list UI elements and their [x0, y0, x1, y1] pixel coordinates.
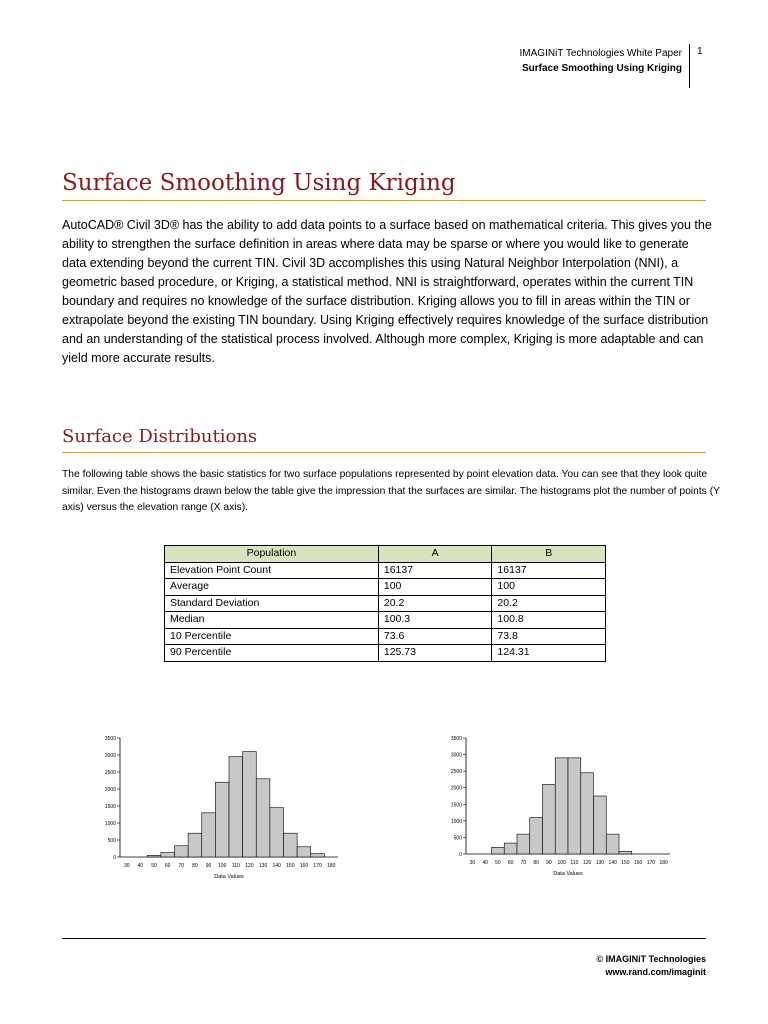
y-tick-label: 2500 [104, 770, 116, 776]
x-tick-label: 60 [164, 863, 171, 869]
x-axis-label: Data Values [553, 871, 583, 877]
page-title: Surface Smoothing Using Kriging [62, 170, 706, 201]
table-header-row [165, 546, 606, 563]
page-footer [597, 953, 706, 979]
table-header-cell: B [492, 546, 606, 563]
histogram-bar [147, 855, 161, 857]
x-tick-label: 100 [218, 863, 227, 869]
y-tick-label: 3000 [450, 752, 462, 759]
x-tick-label: 170 [646, 860, 656, 866]
table-row [165, 612, 606, 629]
y-tick-label: 3000 [104, 753, 116, 759]
x-tick-label: 90 [205, 863, 212, 869]
x-tick-label: 150 [621, 860, 630, 866]
footer-divider [62, 938, 706, 939]
y-tick-label: 1000 [104, 821, 116, 827]
header-title: Surface Smoothing Using Kriging [521, 63, 682, 74]
header-company: IMAGINiT Technologies White Paper [519, 48, 682, 59]
histogram-bar [555, 758, 568, 854]
histogram-b-svg [430, 732, 680, 880]
x-tick-label: 180 [659, 860, 668, 866]
x-tick-label: 100 [557, 860, 566, 866]
table-cell: 125.73 [378, 645, 492, 662]
x-tick-label: 30 [124, 863, 130, 869]
x-tick-label: 120 [582, 860, 592, 866]
x-tick-label: 110 [570, 860, 579, 866]
histogram-bar [256, 779, 270, 857]
x-tick-label: 90 [546, 860, 552, 866]
footer-url: www.rand.com/imaginit [605, 967, 706, 977]
x-axis-label: Data Values [214, 874, 244, 880]
histogram-bar [543, 784, 556, 854]
histogram-a [95, 730, 345, 885]
table-cell: 100.8 [492, 612, 606, 629]
x-tick-label: 170 [313, 863, 322, 869]
x-tick-label: 140 [608, 860, 617, 866]
x-tick-label: 130 [258, 863, 268, 869]
histogram-a-svg [95, 730, 345, 885]
x-tick-label: 120 [245, 863, 254, 869]
y-tick-label: 500 [453, 835, 462, 842]
histogram-bar [161, 853, 175, 857]
table-cell: 100 [492, 579, 606, 596]
histogram-b [430, 732, 680, 880]
histogram-bar [284, 833, 298, 857]
histogram-bar [215, 782, 229, 857]
histogram-bar [270, 808, 284, 857]
x-tick-label: 40 [137, 863, 144, 869]
x-tick-label: 110 [231, 863, 240, 869]
x-tick-label: 30 [469, 860, 476, 866]
table-cell: 20.2 [378, 595, 492, 612]
y-tick-label: 500 [107, 838, 116, 844]
table-header-cell: Population [165, 546, 379, 563]
table-cell: 20.2 [492, 595, 606, 612]
x-tick-label: 40 [482, 860, 488, 866]
histogram-bar [594, 796, 607, 854]
x-tick-label: 140 [272, 863, 281, 869]
x-tick-label: 160 [299, 863, 309, 869]
table-row [165, 562, 606, 579]
x-tick-label: 70 [520, 860, 527, 866]
y-tick-label: 0 [459, 852, 462, 858]
x-tick-label: 50 [151, 863, 157, 869]
table-cell: 16137 [378, 562, 492, 579]
y-tick-label: 1500 [104, 804, 116, 810]
y-tick-label: 1500 [450, 802, 462, 809]
table-row [165, 579, 606, 596]
x-tick-label: 130 [595, 860, 605, 866]
y-tick-label: 3500 [104, 736, 116, 742]
y-tick-label: 1000 [450, 818, 462, 825]
table-cell: 73.6 [378, 628, 492, 645]
histogram-bar [619, 851, 632, 854]
table-row [165, 628, 606, 645]
table-cell: Median [165, 612, 379, 629]
histogram-bar [504, 843, 517, 854]
histogram-bar [188, 833, 202, 857]
table-cell: 10 Percentile [165, 628, 379, 645]
histogram-bar [581, 773, 594, 854]
histogram-bar [229, 757, 243, 857]
x-tick-label: 150 [286, 863, 295, 869]
table-cell: 124.31 [492, 645, 606, 662]
y-tick-label: 3500 [450, 736, 462, 742]
intro-paragraph: AutoCAD® Civil 3D® has the ability to add data points to a surface based on mathematical criteria. This gives you the ability to strengthen the surface definition in areas where data may be sparse or where you would like to generate data extending beyond the current TIN. Civil 3D accomplishes this using Natural Neighbor Interpolation (NNI), a geometric based procedure, or Kriging, a statistical method. NNI is straightforward, operates within the current TIN boundary and requires no knowledge of the surface distribution. Kriging allows you to fill in areas within the TIN or extrapolate beyond the existing TIN boundary. Using Kriging effectively requires knowledge of the surface distribution and an understanding of the statistical process involved. Although more complex, Kriging is more adaptable and can yield more accurate results. [62, 218, 712, 365]
table-cell: 100 [378, 579, 492, 596]
y-tick-label: 2500 [450, 769, 462, 776]
table-header-cell: A [378, 546, 492, 563]
page-number: 1 [697, 46, 703, 57]
header-divider [689, 44, 690, 88]
x-tick-label: 160 [633, 860, 643, 866]
table-row [165, 645, 606, 662]
footer-copyright: © IMAGINiT Technologies [596, 954, 706, 964]
section-heading: Surface Distributions [62, 426, 706, 453]
table-cell: Average [165, 579, 379, 596]
table-cell: 100.3 [378, 612, 492, 629]
table-cell: 73.8 [492, 628, 606, 645]
x-tick-label: 50 [495, 860, 501, 866]
y-tick-label: 2000 [104, 787, 116, 793]
histogram-bar [530, 818, 543, 854]
x-tick-label: 180 [327, 863, 336, 869]
table-cell: 16137 [492, 562, 606, 579]
histogram-bar [202, 813, 216, 857]
table-cell: 90 Percentile [165, 645, 379, 662]
histogram-bar [517, 834, 530, 854]
histogram-bar [311, 854, 325, 857]
x-tick-label: 60 [507, 860, 514, 866]
histogram-bar [297, 847, 311, 857]
section-paragraph: The following table shows the basic statistics for two surface populations represented by point elevation data. You can see that they look quite similar. Even the histograms drawn below the table give the impression that the surfaces are similar. The histograms plot the number of points (Y axis) versus the elevation range (X axis). [62, 469, 720, 513]
histogram-bar [568, 758, 581, 854]
y-tick-label: 0 [113, 855, 116, 861]
y-tick-label: 2000 [450, 785, 462, 792]
histogram-bar [243, 752, 257, 857]
table-row [165, 595, 606, 612]
statistics-table [164, 545, 606, 662]
page-header [520, 46, 682, 76]
x-tick-label: 80 [192, 863, 198, 869]
histogram-bar [606, 834, 619, 854]
histogram-bar [492, 847, 505, 854]
histogram-bar [175, 846, 189, 857]
x-tick-label: 80 [533, 860, 539, 866]
x-tick-label: 70 [178, 863, 185, 869]
table-cell: Elevation Point Count [165, 562, 379, 579]
table-cell: Standard Deviation [165, 595, 379, 612]
